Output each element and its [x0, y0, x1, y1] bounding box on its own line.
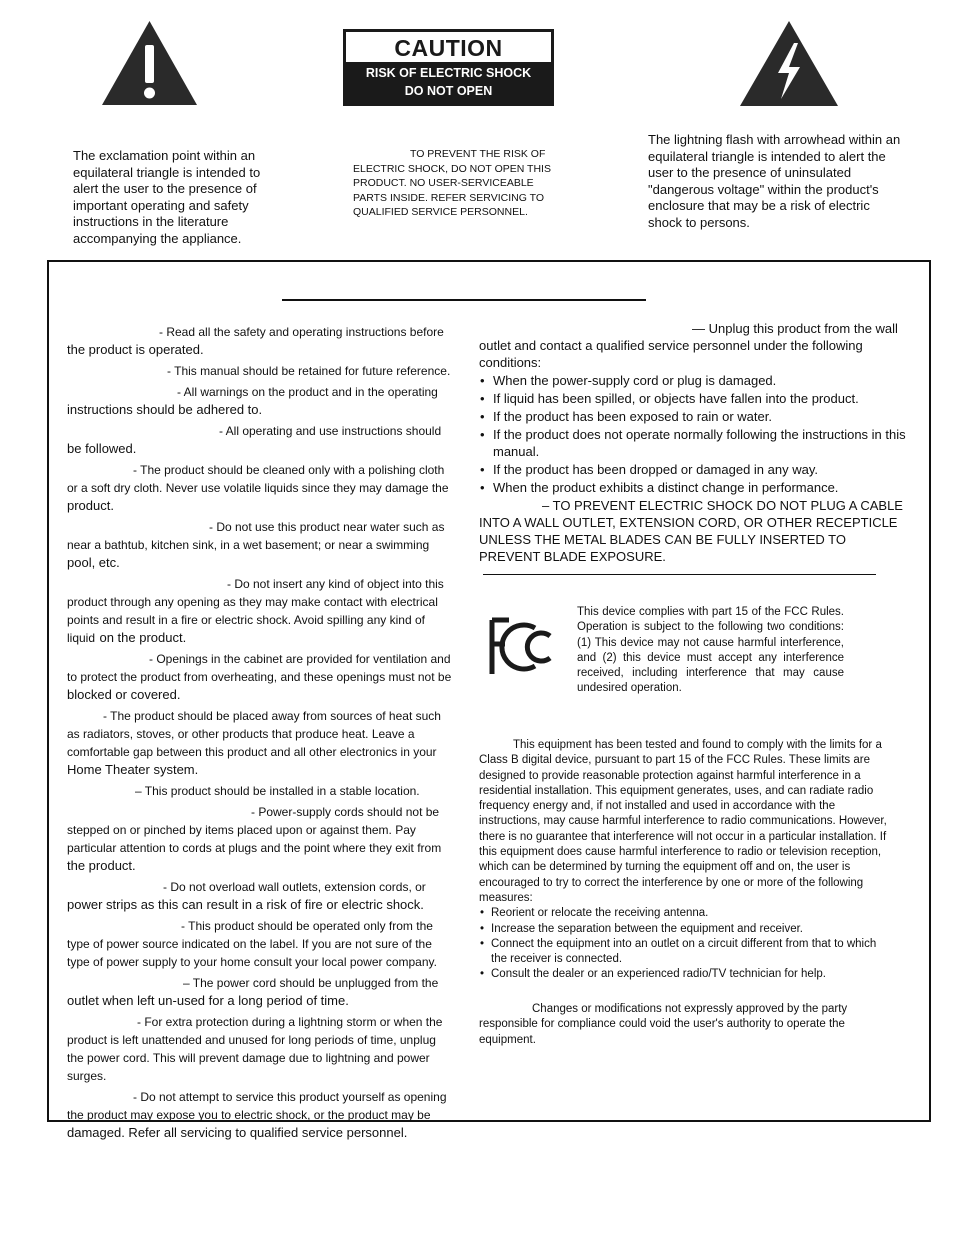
- instruction-text: - Openings in the cabinet are provided for ventilation and to protect the product from overheating, and these openings must not be: [67, 652, 452, 684]
- section-divider: [483, 574, 876, 575]
- measure-item: • Consult the dealer or an experienced radio/TV technician for help.: [479, 967, 889, 982]
- condition-item: • If liquid has been spilled, or objects have fallen into the product.: [479, 390, 924, 407]
- caution-label: [343, 29, 554, 106]
- instruction-text-continued: blocked or covered.: [67, 687, 181, 702]
- list-item: [67, 1088, 452, 1142]
- instruction-text: - Power-supply cords should not be stepped on or pinched by items placed upon or against them. Pay particular attention to cords at plugs and the point where they exit from: [67, 805, 442, 855]
- instruction-text: – The power cord should be unplugged from the: [183, 976, 439, 990]
- instruction-text: - All operating and use instructions should: [219, 424, 442, 438]
- instruction-text: - Do not insert any kind of object into this product through any opening as they may make contact with electrical points and result in a fire or electric shock. Avoid spilling any kind of liquid: [67, 577, 444, 645]
- changes-note: Changes or modifications not expressly approved by the party responsible for compliance could void the user's authority to operate the equipment.: [479, 1003, 848, 1046]
- caution-title: CAUTION: [346, 32, 551, 62]
- instruction-text: - This product should be operated only from the type of power source indicated on the label. If you are not sure of the type of power supply to your home consult your local power company.: [67, 919, 437, 969]
- list-item: [67, 1013, 452, 1085]
- plug-warning: – TO PREVENT ELECTRIC SHOCK DO NOT PLUG A CABLE INTO A WALL OUTLET, EXTENSION CORD, OR OTHER RECEPTICLE UNLESS THE METAL BLADES CAN BE FULLY INSERTED TO PREVENT BLADE EXPOSURE.: [479, 498, 903, 564]
- instruction-text-continued: instructions should be adhered to.: [67, 402, 263, 417]
- instruction-text: - All warnings on the product and in the operating: [177, 385, 438, 399]
- condition-item: • When the product exhibits a distinct change in performance.: [479, 479, 924, 496]
- instruction-text-continued: the product is operated.: [67, 342, 204, 357]
- condition-item: • If the product has been exposed to rain or water.: [479, 408, 924, 425]
- list-item: [67, 461, 452, 515]
- list-item: [67, 782, 452, 800]
- instruction-text: - Do not attempt to service this product yourself as opening the product may expose you to electric shock, or the product may be: [67, 1090, 447, 1122]
- instruction-text-continued: on the product.: [99, 630, 187, 645]
- unplug-intro: — Unplug this product from the wall outlet and contact a qualified service personnel under the following conditions:: [479, 321, 898, 370]
- condition-item: • If the product has been dropped or damaged in any way.: [479, 461, 924, 478]
- conditions-list: [479, 372, 924, 496]
- instruction-text: - Read all the safety and operating instructions before: [159, 325, 444, 339]
- caution-line-2: DO NOT OPEN: [404, 84, 493, 98]
- condition-item: • When the power-supply cord or plug is damaged.: [479, 372, 924, 389]
- list-item: [67, 974, 452, 1010]
- fcc-equipment-statement: This equipment has been tested and found to comply with the limits for a Class B digital device, pursuant to part 15 of the FCC Rules. These limits are designed to provide reasonable protection against harmful interference in a residential installation. This equipment generates, uses, and can radiate radio frequency energy and, if not installed and used in accordance with the instructions, may cause harmful interference to radio communications. However, there is no guarantee that interference will not occur in a particular installation. If this equipment does cause harmful interference to radio or television reception, which can be determined by turning the equipment off and on, the user is encouraged to try to correct the interference by one or more of the following measures:: [479, 739, 887, 904]
- measures-list: [479, 906, 889, 982]
- list-item: [67, 362, 452, 380]
- list-item: [67, 575, 452, 647]
- list-item: [67, 323, 452, 359]
- fcc-compliance-statement: This device complies with part 15 of the FCC Rules. Operation is subject to the following two conditions: (1) This device may not cause harmful interference, and (2) this device must accept any interference received, including interference that may cause undesired operation.: [577, 606, 844, 695]
- instruction-text-continued: the product.: [67, 858, 136, 873]
- lightning-triangle-icon: [738, 19, 840, 108]
- exclamation-description: The exclamation point within an equilateral triangle is intended to alert the user to the presence of important operating and safety instructions in the literature accompanying the appliance.: [73, 148, 261, 246]
- exclamation-triangle-icon: [100, 19, 199, 107]
- instruction-text: - This manual should be retained for future reference.: [167, 364, 451, 378]
- measure-item: • Connect the equipment into an outlet on a circuit different from that to which the receiver is connected.: [479, 937, 889, 968]
- instruction-text-continued: Home Theater system.: [67, 762, 199, 777]
- caution-description: TO PREVENT THE RISK OF ELECTRIC SHOCK, DO NOT OPEN THIS PRODUCT. NO USER-SERVICEABLE PARTS INSIDE. REFER SERVICING TO QUALIFIED SERVICE PERSONNEL.: [353, 148, 551, 218]
- instruction-text-continued: be followed.: [67, 441, 137, 456]
- instruction-text: - Do not overload wall outlets, extension cords, or: [163, 880, 426, 894]
- instruction-text-continued: pool, etc.: [67, 555, 120, 570]
- condition-item: • If the product does not operate normally following the instructions in this manual.: [479, 426, 924, 460]
- measure-item: • Increase the separation between the equipment and receiver.: [479, 922, 889, 937]
- list-item: [67, 518, 452, 572]
- instruction-text: - Do not use this product near water such as near a bathtub, kitchen sink, in a wet basement; or near a swimming: [67, 520, 445, 552]
- title-underline: [282, 299, 646, 301]
- list-item: [67, 803, 452, 875]
- fcc-equipment-section: [479, 738, 889, 983]
- instruction-text: - The product should be placed away from sources of heat such as radiators, stoves, or other products that produce heat. Leave a comfortable gap between this product and all other electronics in your: [67, 709, 441, 759]
- safety-instructions-list: [67, 323, 452, 1145]
- list-item: [67, 917, 452, 971]
- caution-line-1: RISK OF ELECTRIC SHOCK: [365, 66, 532, 80]
- measure-item: • Reorient or relocate the receiving antenna.: [479, 906, 889, 921]
- lightning-description: The lightning flash with arrowhead within an equilateral triangle is intended to alert the user to the presence of uninsulated "dangerous voltage" within the product's enclosure that may be a risk of electric shock to persons.: [648, 132, 901, 230]
- instruction-text: - The product should be cleaned only with a polishing cloth or a soft dry cloth. Never use volatile liquids since they may damage the: [67, 463, 449, 495]
- instruction-text: - For extra protection during a lightning storm or when the product is left unattended and unused for long periods of time, unplug the power cord. This will prevent damage due to lightning and power surges.: [67, 1015, 443, 1083]
- list-item: [67, 878, 452, 914]
- list-item: [67, 707, 452, 779]
- instruction-text: – This product should be installed in a stable location.: [135, 784, 420, 798]
- instruction-text-continued: outlet when left un-used for a long period of time.: [67, 993, 349, 1008]
- damage-service-section: [479, 320, 924, 496]
- list-item: [67, 383, 452, 419]
- instruction-text-continued: damaged. Refer all servicing to qualified service personnel.: [67, 1125, 408, 1140]
- instruction-text-continued: product.: [67, 498, 114, 513]
- fcc-logo-icon: [489, 616, 561, 678]
- list-item: [67, 650, 452, 704]
- instruction-text-continued: power strips as this can result in a risk of fire or electric shock.: [67, 897, 424, 912]
- list-item: [67, 422, 452, 458]
